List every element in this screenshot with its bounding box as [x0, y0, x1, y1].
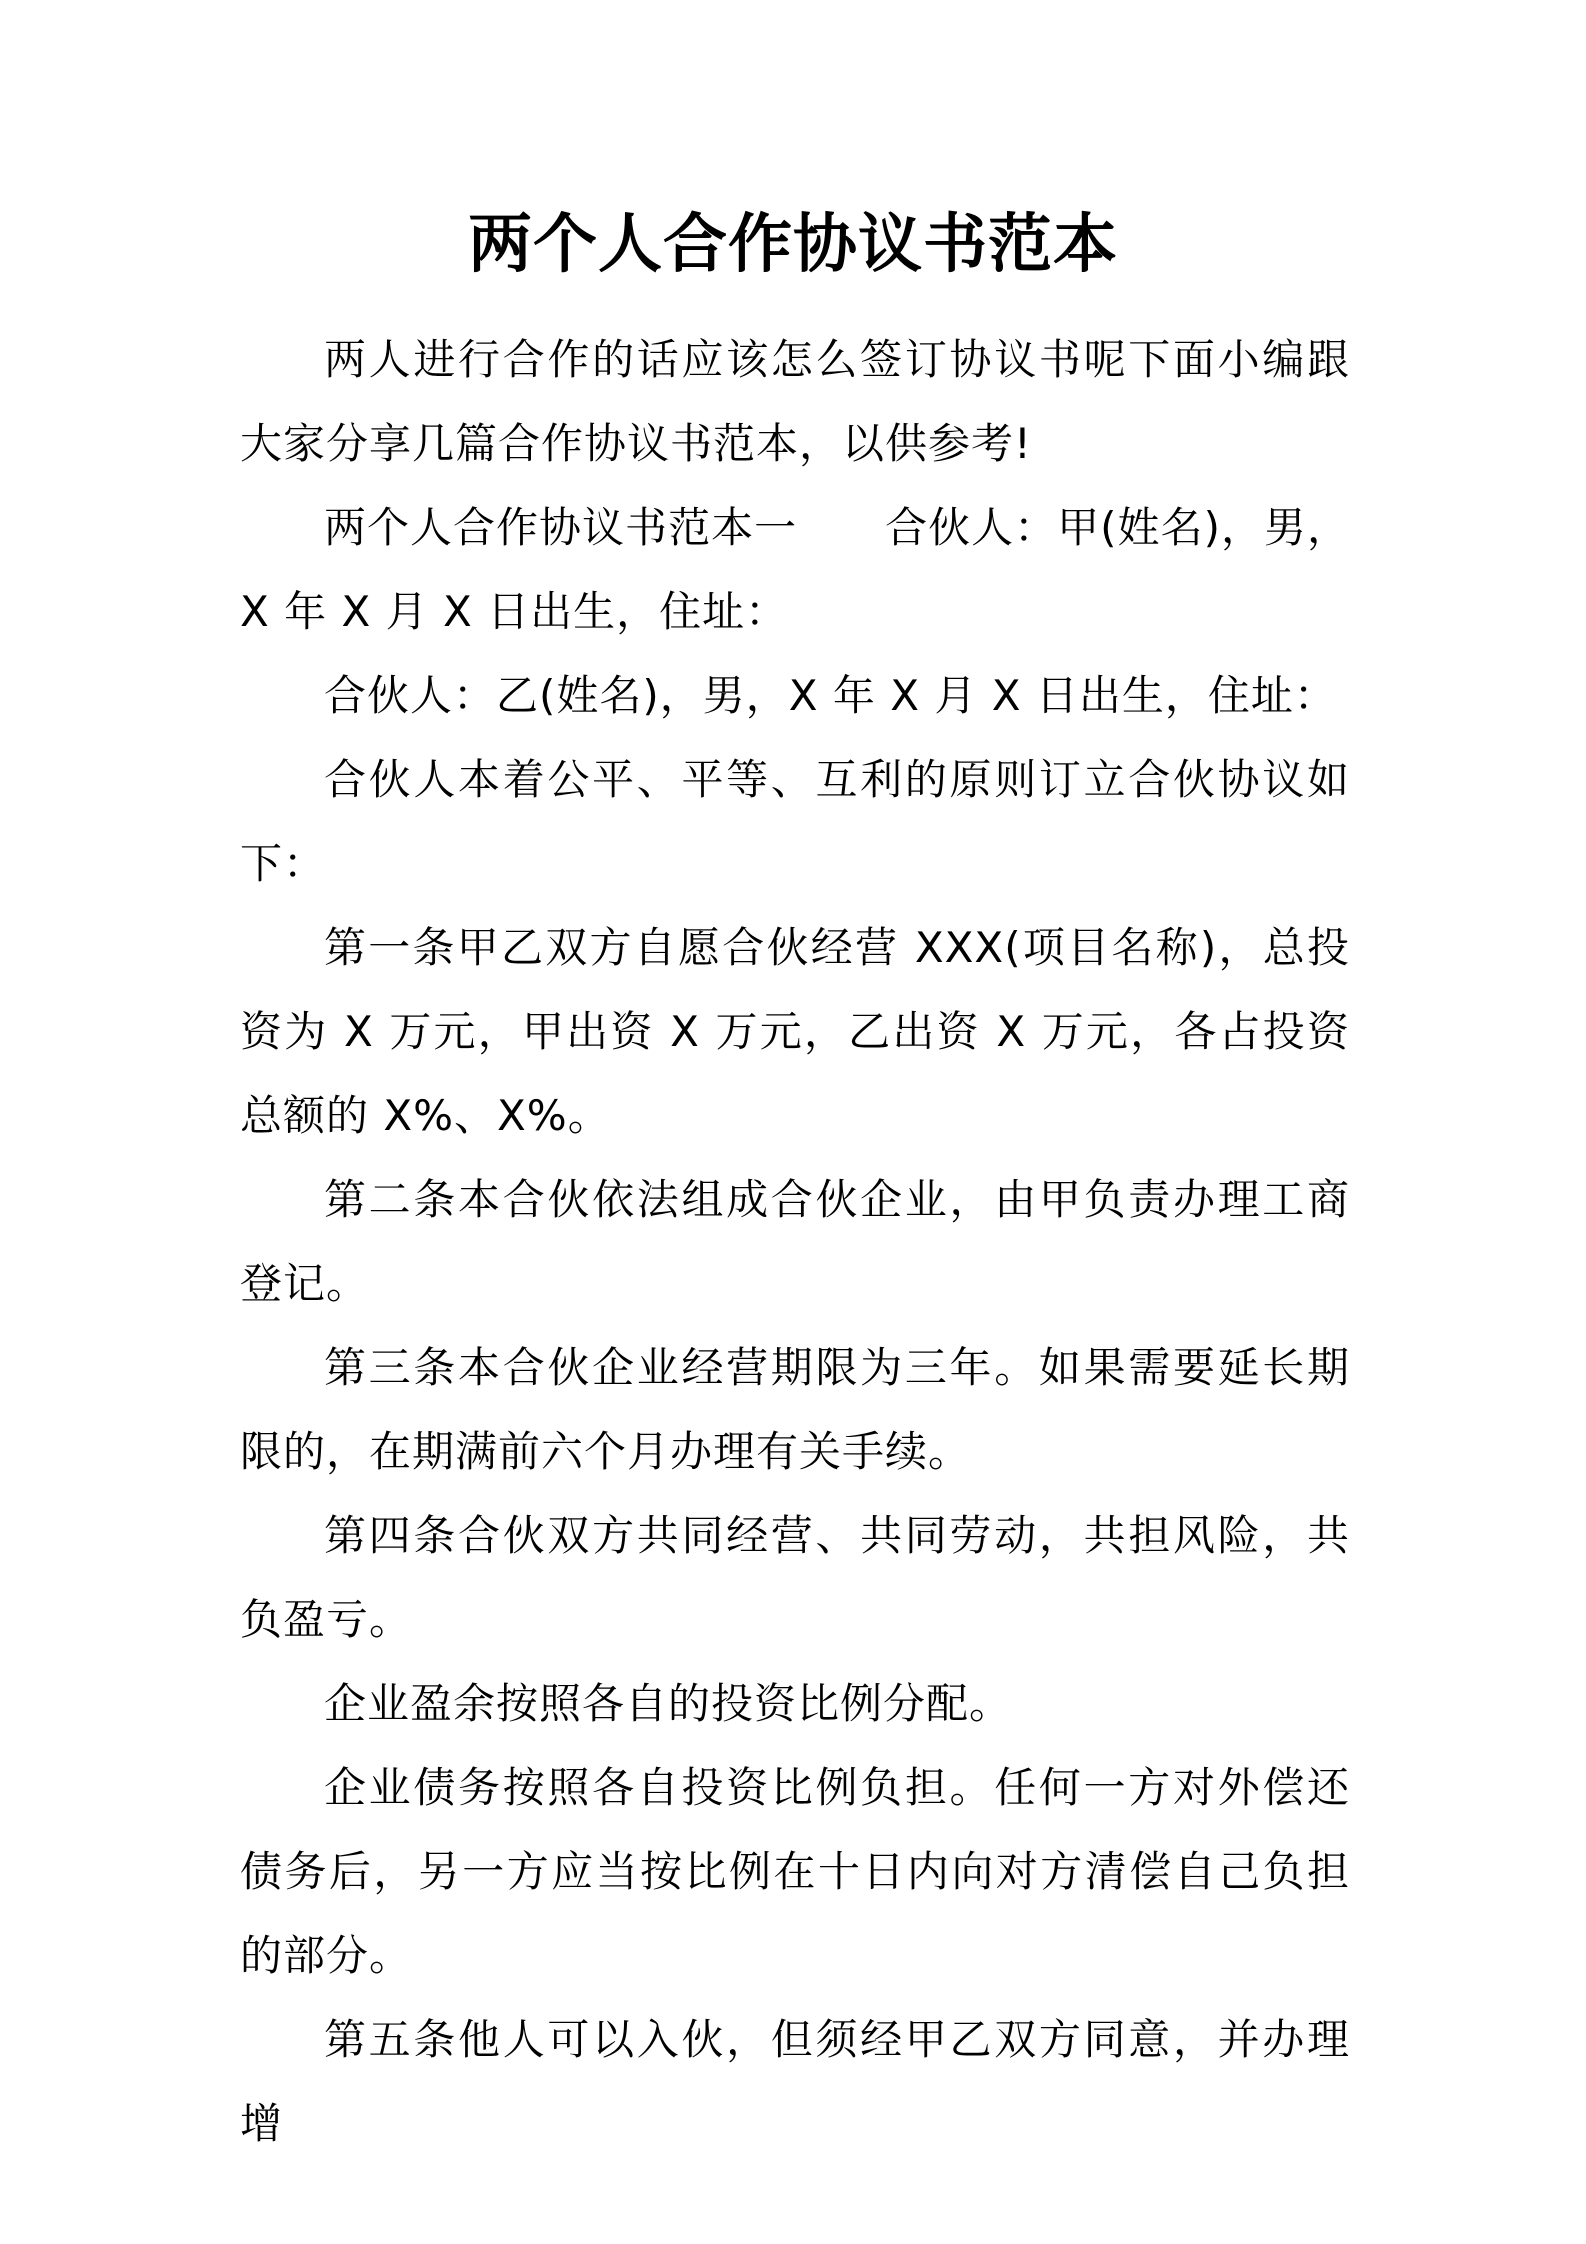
article-5-paragraph: 第五条他人可以入伙，但须经甲乙双方同意，并办理增	[240, 2015, 1350, 2148]
article-2-paragraph: 第二条本合伙依法组成合伙企业，由甲负责办理工商登记。	[240, 1175, 1350, 1308]
debt-paragraph: 企业债务按照各自投资比例负担。任何一方对外偿还债务后，另一方应当按比例在十日内向对方清偿自己负担的部分。	[240, 1763, 1350, 1980]
partner-a-line: 合伙人：甲(姓名)，男，X 年 X 月 X 日出生，住址：	[240, 503, 1350, 636]
intro-paragraph: 两人进行合作的话应该怎么签订协议书呢下面小编跟大家分享几篇合作协议书范本，以供参考!	[240, 335, 1350, 468]
section-heading: 两个人合作协议书范本一	[324, 503, 798, 552]
principle-paragraph: 合伙人本着公平、平等、互利的原则订立合伙协议如下：	[240, 755, 1350, 888]
document-body	[240, 318, 1350, 2166]
section-heading-paragraph	[240, 486, 1350, 654]
article-4-paragraph: 第四条合伙双方共同经营、共同劳动，共担风险，共负盈亏。	[240, 1511, 1350, 1644]
document-title: 两个人合作协议书范本	[468, 208, 1118, 282]
article-1-paragraph: 第一条甲乙双方自愿合伙经营 XXX(项目名称)，总投资为 X 万元，甲出资 X 万元，乙出资 X 万元，各占投资总额的 X%、X%。	[240, 923, 1350, 1140]
profit-paragraph: 企业盈余按照各自的投资比例分配。	[324, 1679, 1013, 1728]
partner-b-paragraph: 合伙人：乙(姓名)，男，X 年 X 月 X 日出生，住址：	[324, 671, 1337, 720]
article-3-paragraph: 第三条本合伙企业经营期限为三年。如果需要延长期限的，在期满前六个月办理有关手续。	[240, 1343, 1350, 1476]
